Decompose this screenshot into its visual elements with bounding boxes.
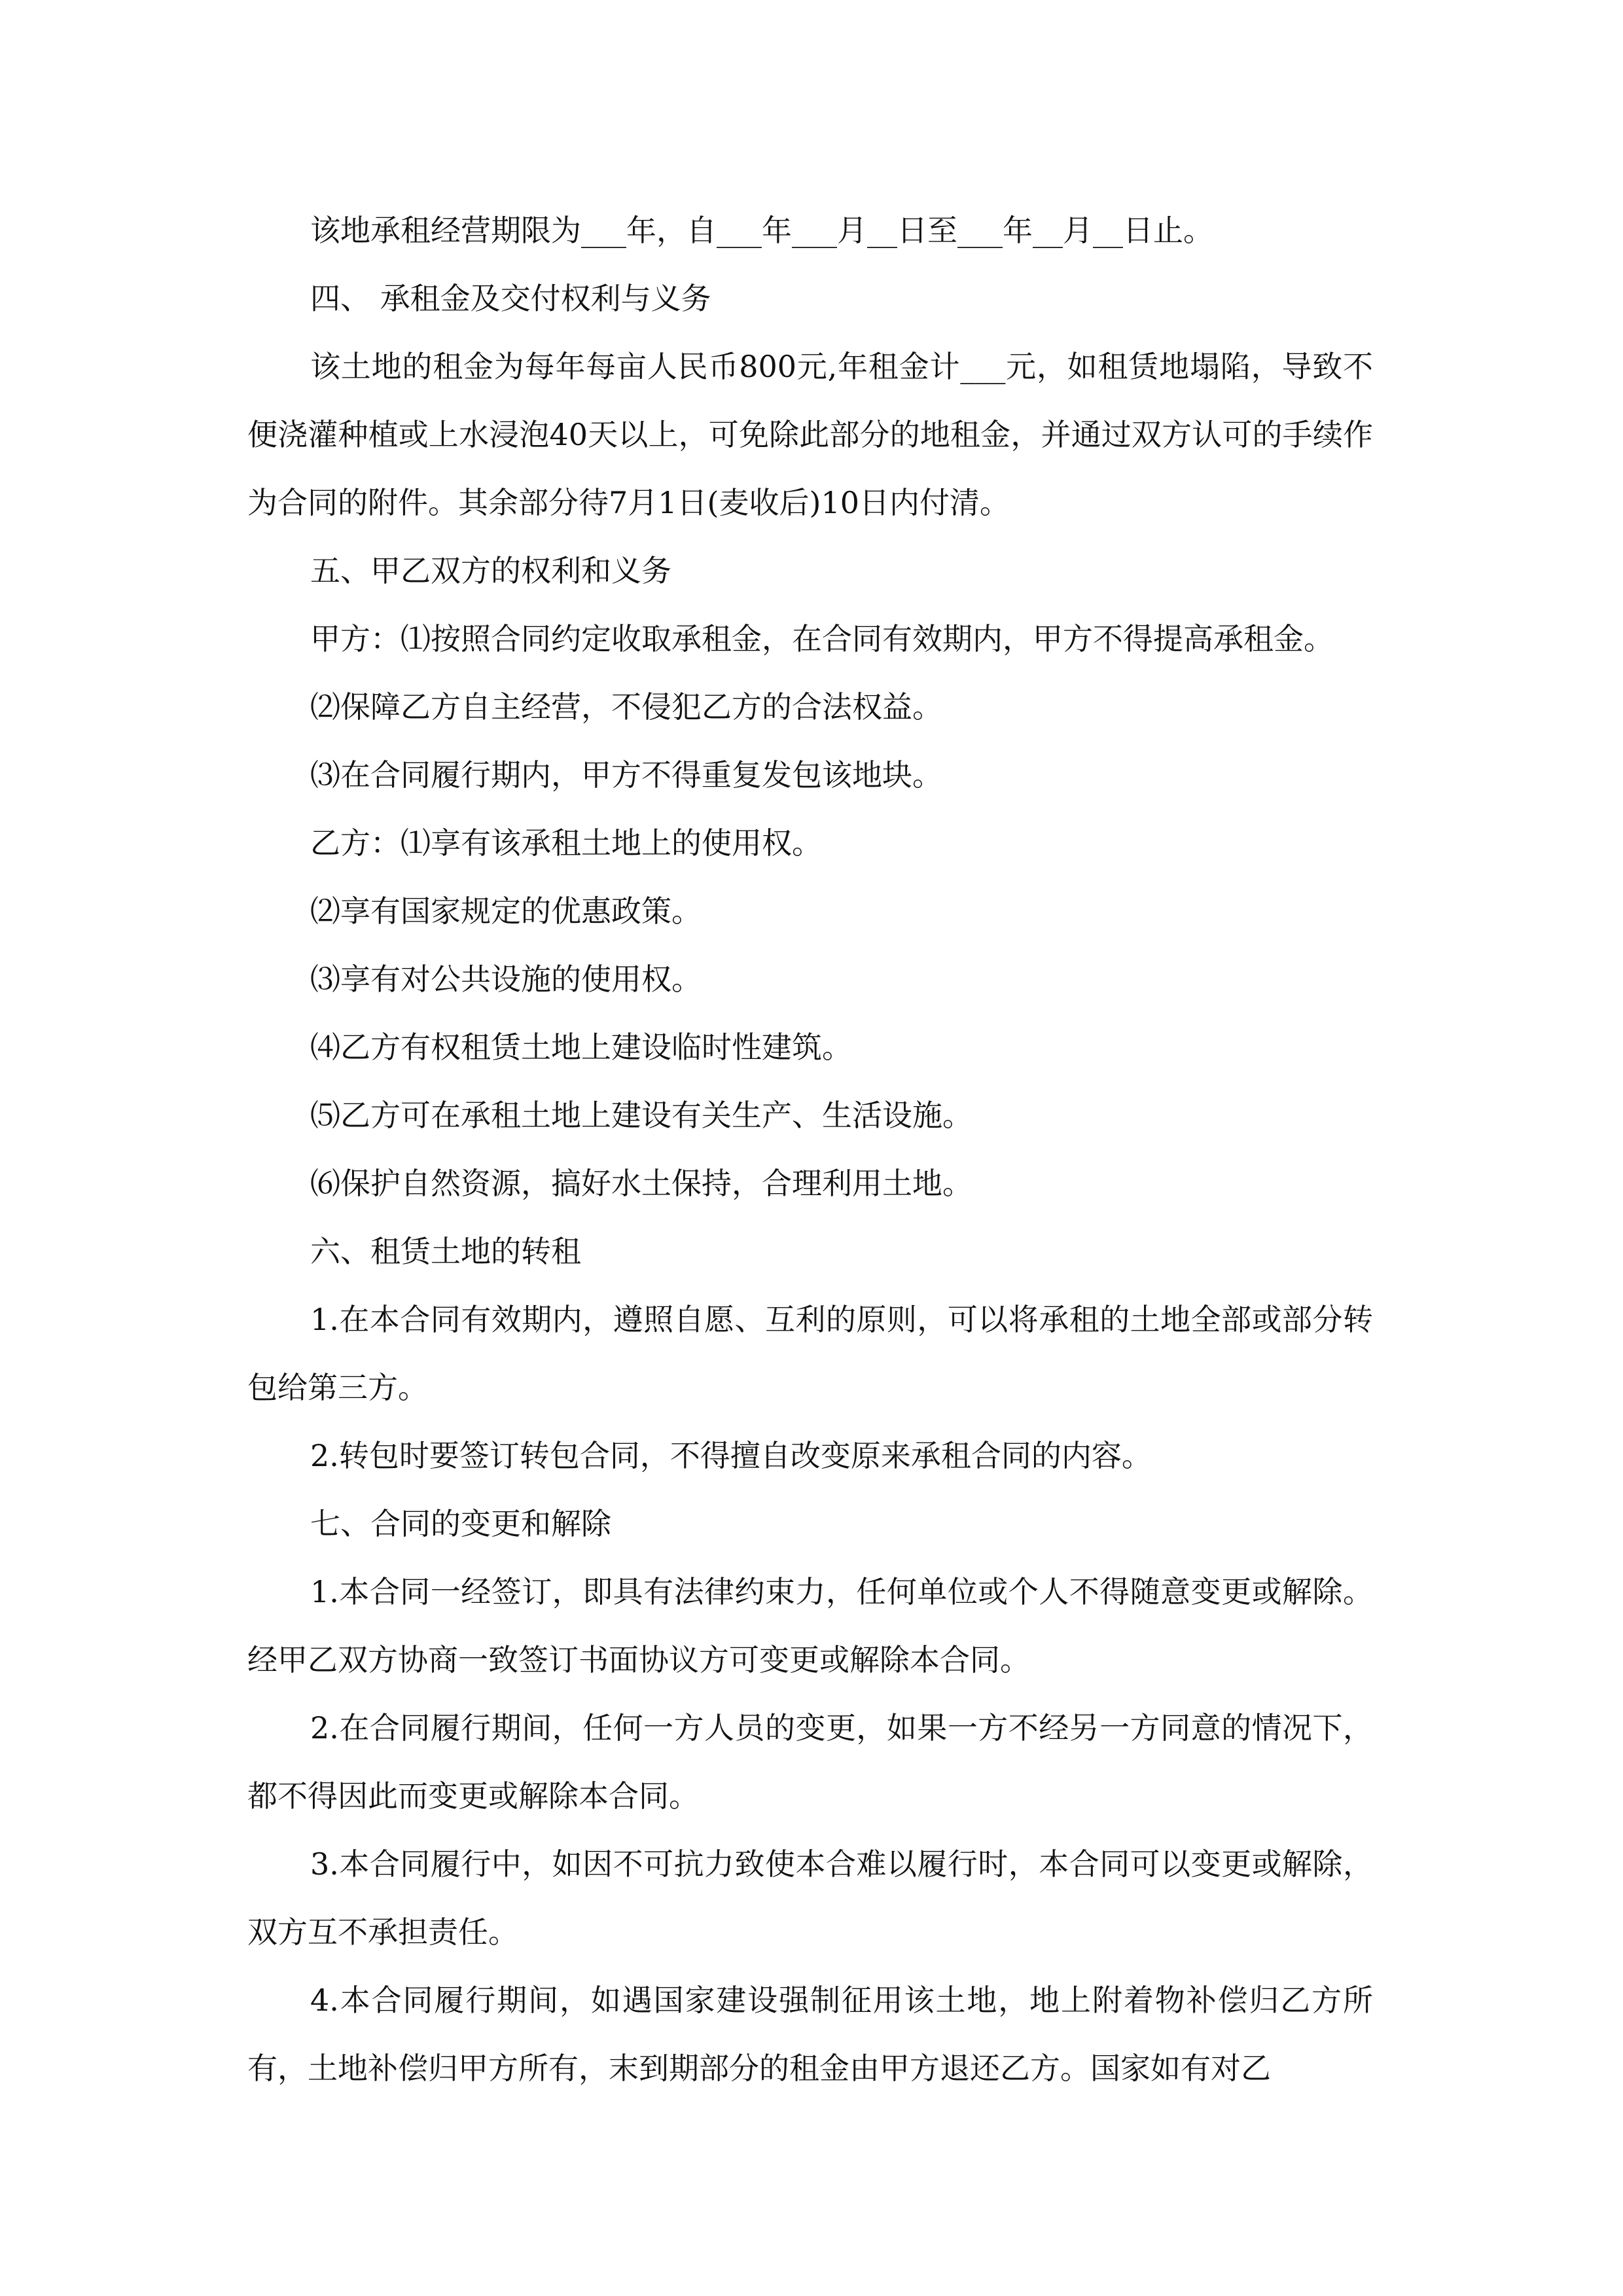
- paragraph-party-b-5: ⑸乙方可在承租土地上建设有关生产、生活设施。: [310, 1098, 972, 1133]
- paragraph-party-b-1: 乙方：⑴享有该承租土地上的使用权。: [310, 825, 822, 861]
- paragraph-rent-payment: 该土地的租金为每年每亩人民币800元,年租金计___元，如租赁地塌陷，导致不便浇灌种植或上水浸泡40天以上，可免除此部分的地租金，并通过双方认可的手续作为合同的附件。其余部分待7月1日(麦收后)10日内付清。: [247, 349, 1373, 520]
- document-body: [247, 196, 1373, 2102]
- paragraph-change-3: 3.本合同履行中，如因不可抗力致使本合难以履行时，本合同可以变更或解除，双方互不承担责任。: [247, 1846, 1373, 1950]
- paragraph-lease-term: 该地承租经营期限为___年，自___年___月__日至___年__月__日止。: [310, 213, 1213, 248]
- paragraph-party-a-3: ⑶在合同履行期内，甲方不得重复发包该地块。: [310, 757, 942, 793]
- paragraph-party-b-2: ⑵享有国家规定的优惠政策。: [310, 893, 702, 929]
- paragraph-party-b-6: ⑹保护自然资源，搞好水土保持，合理利用土地。: [310, 1166, 972, 1201]
- paragraph-change-2: 2.在合同履行期间，任何一方人员的变更，如果一方不经另一方同意的情况下，都不得因此而变更或解除本合同。: [247, 1710, 1373, 1814]
- paragraph-party-a-1: 甲方：⑴按照合同约定收取承租金，在合同有效期内，甲方不得提高承租金。: [310, 621, 1334, 656]
- section-heading-5: 五、甲乙双方的权利和义务: [310, 553, 671, 588]
- paragraph-party-b-3: ⑶享有对公共设施的使用权。: [310, 961, 702, 997]
- paragraph-sublease-1: 1.在本合同有效期内，遵照自愿、互利的原则，可以将承租的土地全部或部分转包给第三方。: [247, 1302, 1373, 1405]
- paragraph-party-a-2: ⑵保障乙方自主经营，不侵犯乙方的合法权益。: [310, 689, 942, 725]
- section-heading-6: 六、租赁土地的转租: [310, 1234, 581, 1269]
- section-heading-7: 七、合同的变更和解除: [310, 1506, 611, 1541]
- section-heading-4: 四、 承租金及交付权利与义务: [310, 281, 711, 316]
- paragraph-party-b-4: ⑷乙方有权租赁土地上建设临时性建筑。: [310, 1030, 852, 1065]
- paragraph-change-4: 4.本合同履行期间，如遇国家建设强制征用该土地，地上附着物补偿归乙方所有，土地补偿归甲方所有，末到期部分的租金由甲方退还乙方。国家如有对乙: [247, 1982, 1373, 2086]
- paragraph-sublease-2: 2.转包时要签订转包合同，不得擅自改变原来承租合同的内容。: [310, 1438, 1152, 1473]
- paragraph-change-1: 1.本合同一经签订，即具有法律约束力，任何单位或个人不得随意变更或解除。经甲乙双方协商一致签订书面协议方可变更或解除本合同。: [247, 1574, 1373, 1677]
